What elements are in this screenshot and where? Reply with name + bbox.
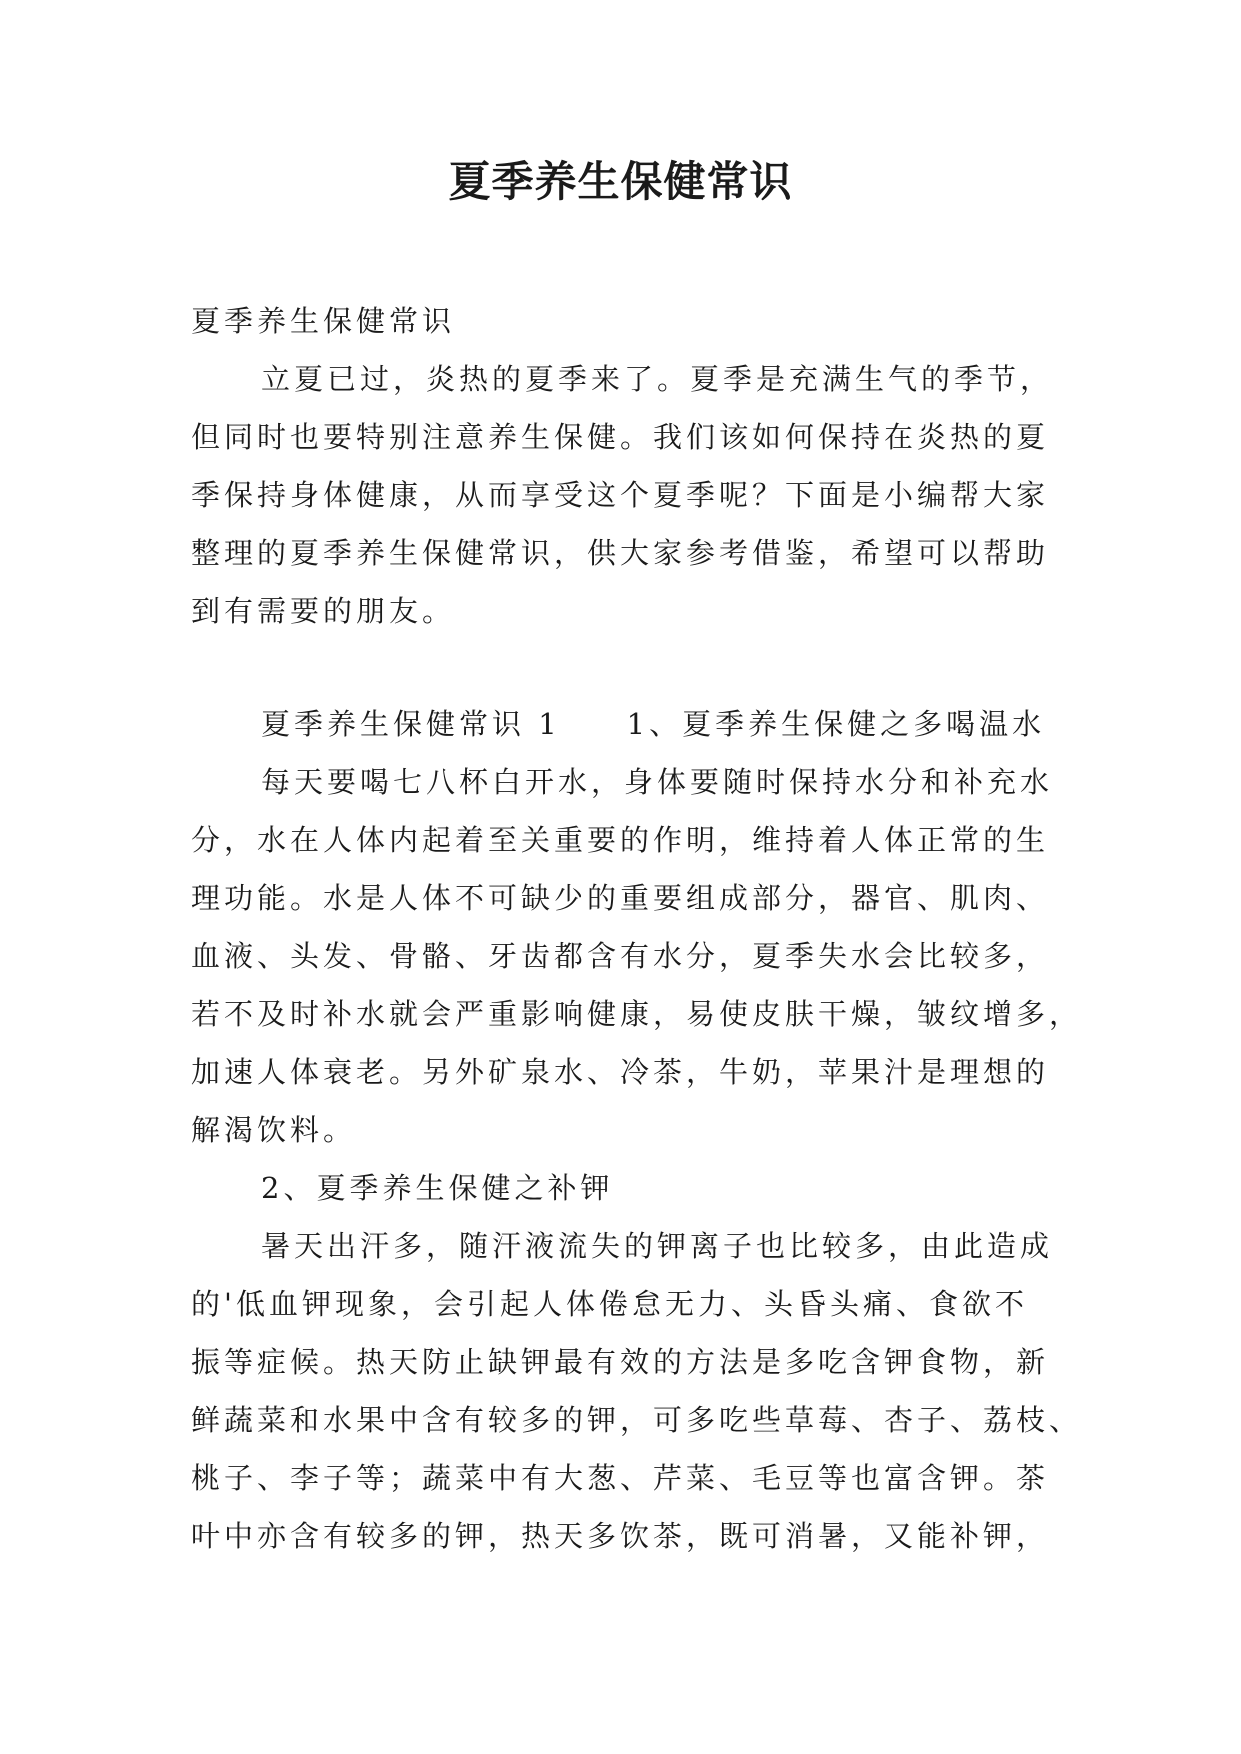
potassium-heading-block (191, 1159, 1071, 1217)
intro-paragraph (191, 350, 1071, 640)
paragraph-line: 分，水在人体内起着至关重要的作明，维持着人体正常的生 (191, 823, 1050, 857)
paragraph-line: 整理的夏季养生保健常识，供大家参考借鉴，希望可以帮助 (191, 536, 1050, 570)
paragraph-line: 鲜蔬菜和水果中含有较多的钾，可多吃些草莓、杏子、荔枝、 (191, 1403, 1083, 1437)
paragraph-line: 立夏已过，炎热的夏季来了。夏季是充满生气的季节， (261, 362, 1054, 396)
paragraph-line: 加速人体衰老。另外矿泉水、冷茶，牛奶，苹果汁是理想的 (191, 1055, 1050, 1089)
paragraph-line: 到有需要的朋友。 (191, 594, 456, 628)
section-heading-block (191, 695, 1071, 753)
paragraph-line: 桃子、李子等；蔬菜中有大葱、芹菜、毛豆等也富含钾。茶 (191, 1461, 1050, 1495)
paragraph-line: 叶中亦含有较多的钾，热天多饮茶，既可消暑，又能补钾， (191, 1519, 1050, 1553)
paragraph-line: 血液、头发、骨骼、牙齿都含有水分，夏季失水会比较多， (191, 939, 1050, 973)
paragraph-line: 解渴饮料。 (191, 1113, 357, 1147)
paragraph-line: 每天要喝七八杯白开水，身体要随时保持水分和补充水 (261, 765, 1054, 799)
potassium-heading: 2、夏季养生保健之补钾 (261, 1171, 614, 1205)
paragraph-line: 的'低血钾现象，会引起人体倦怠无力、头昏头痛、食欲不 (191, 1287, 1028, 1321)
potassium-paragraph (191, 1217, 1083, 1565)
water-paragraph (191, 753, 1083, 1159)
paragraph-line: 季保持身体健康，从而享受这个夏季呢？下面是小编帮大家 (191, 478, 1050, 512)
subtitle-block (191, 292, 1071, 350)
paragraph-line: 振等症候。热天防止缺钾最有效的方法是多吃含钾食物，新 (191, 1345, 1050, 1379)
paragraph-line: 理功能。水是人体不可缺少的重要组成部分，器官、肌肉、 (191, 881, 1050, 915)
paragraph-line: 暑天出汗多，随汗液流失的钾离子也比较多，由此造成 (261, 1229, 1054, 1263)
section-heading: 夏季养生保健常识 1 1、夏季养生保健之多喝温水 (261, 707, 1046, 741)
paragraph-line: 若不及时补水就会严重影响健康，易使皮肤干燥，皱纹增多， (191, 997, 1083, 1031)
document-title: 夏季养生保健常识 (448, 157, 793, 206)
document-subtitle: 夏季养生保健常识 (191, 304, 456, 338)
paragraph-line: 但同时也要特别注意养生保健。我们该如何保持在炎热的夏 (191, 420, 1050, 454)
